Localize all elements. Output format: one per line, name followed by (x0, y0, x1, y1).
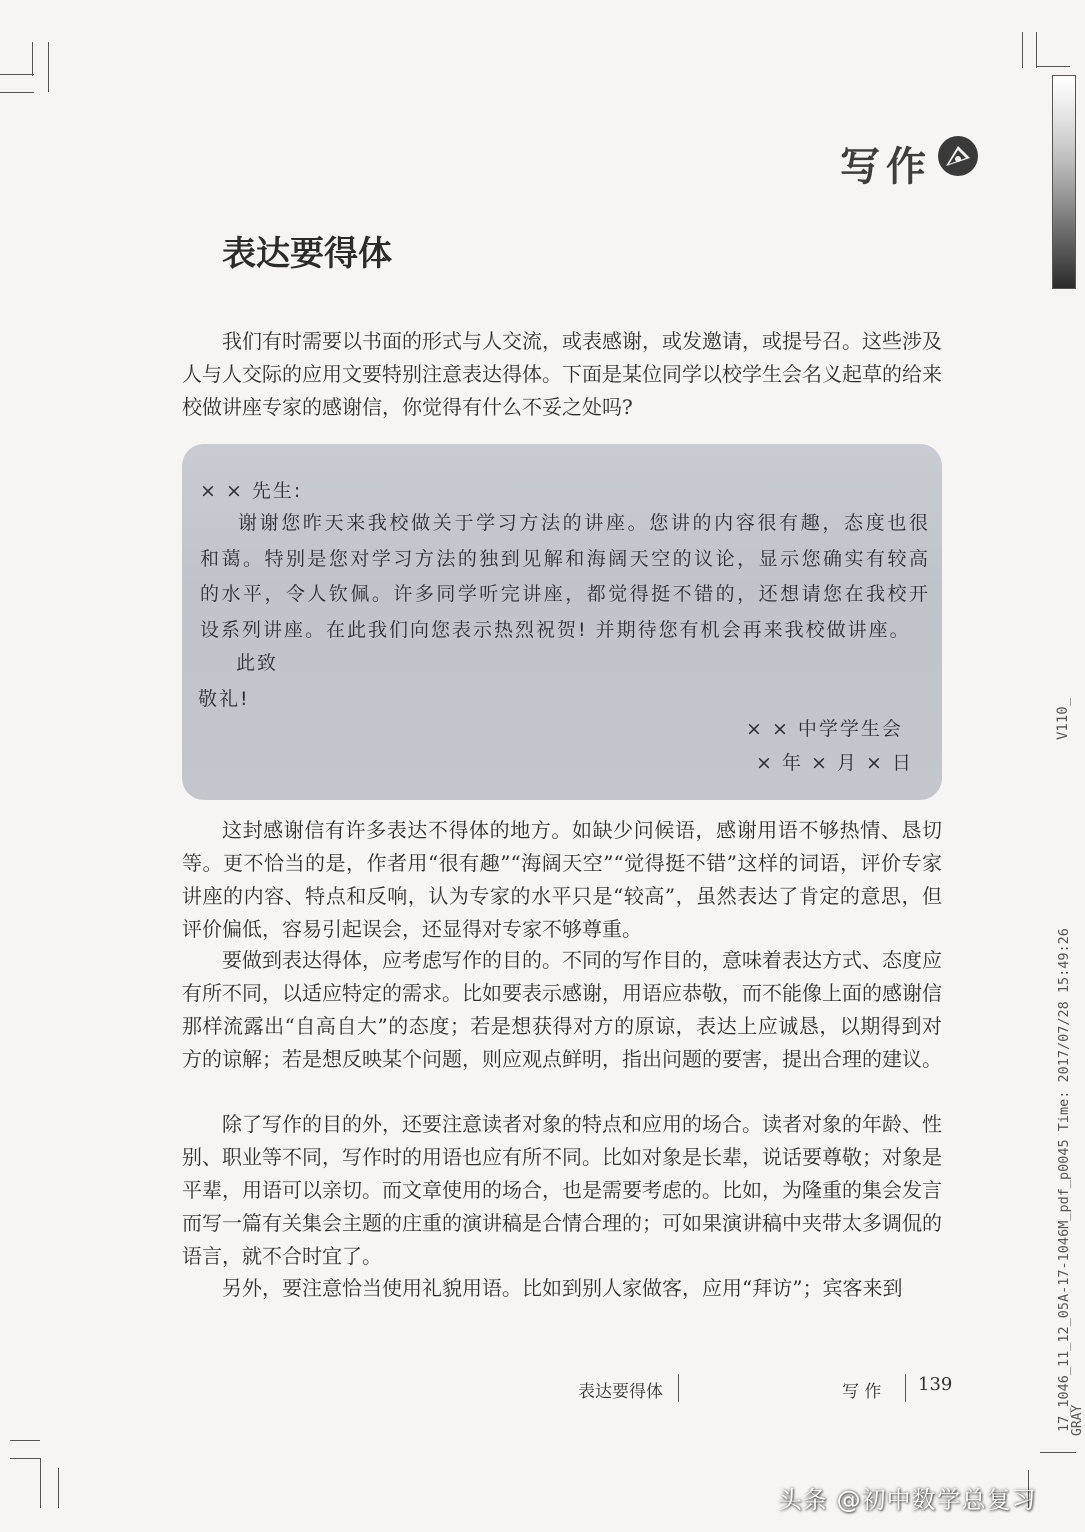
crop-mark (1040, 1452, 1076, 1453)
footer-divider (678, 1374, 679, 1402)
crop-mark (1022, 32, 1023, 68)
letter-date: × 年 × 月 × 日 (756, 752, 913, 774)
body-paragraph: 这封感谢信有许多表达不得体的地方。如缺少问候语，感谢用语不够热情、恳切等。更不恰当的是，作者用“很有趣”“海阔天空”“觉得挺不错”这样的词语，评价专家讲座的内容、特点和反响，认为专家的水平只是“较高”，虽然表达了肯定的意思，但评价偏低，容易引起误会，还显得对专家不够尊重。 (182, 818, 942, 941)
body-paragraph: 另外，要注意恰当使用礼貌用语。比如到别人家做客，应用“拜访”；宾客来到 (222, 1276, 903, 1300)
letter-closing-1: 此致 (236, 652, 279, 674)
crop-mark (1036, 66, 1070, 67)
crop-mark (0, 92, 34, 93)
watermark: 头条 @初中数学总复习 (778, 1486, 1037, 1514)
body-paragraph: 要做到表达得体，应考虑写作的目的。不同的写作目的，意味着表达方式、态度应有所不同，以适应特定的需求。比如要表示感谢，用语应恭敬，而不能像上面的感谢信那样流露出“自高自大”的态度；若是想获得对方的原谅，表达上应诚恳，以期得到对方的谅解；若是想反映某个问题，则应观点鲜明，指出问题的要害，提出合理的建议。 (182, 948, 942, 1071)
color-mode-mark: GRAY (1070, 1404, 1085, 1436)
footer-lesson: 表达要得体 (578, 1382, 663, 1402)
pen-nib-icon (936, 134, 980, 178)
crop-mark (1036, 32, 1037, 68)
crop-mark (40, 1458, 41, 1508)
lesson-title: 表达要得体 (222, 234, 392, 274)
crop-mark (32, 42, 33, 76)
version-mark: V110_ (1055, 697, 1071, 740)
intro-paragraph: 我们有时需要以书面的形式与人交流，或表感谢，或发邀请，或提号召。这些涉及人与人交际的应用文要特别注意表达得体。下面是某位同学以校学生会名义起草的给来校做讲座专家的感谢信，你觉得有什么不妥之处吗? (182, 329, 942, 419)
crop-mark (58, 1468, 59, 1508)
letter-salutation: × × 先生: (200, 480, 303, 502)
crop-mark (0, 74, 34, 75)
print-job-info: 17_1046_11_12_05A-17-1046M_pdf_p0045 Time: 2017/07/28 15:49:26 (1056, 928, 1072, 1432)
crop-mark (10, 1440, 40, 1441)
footer-divider (905, 1374, 906, 1402)
grayscale-calibration-strip (1052, 75, 1076, 289)
letter-closing-2: 敬礼! (198, 688, 250, 710)
page-number: 139 (918, 1374, 953, 1395)
crop-mark (10, 1458, 40, 1459)
body-paragraph: 除了写作的目的外，还要注意读者对象的特点和应用的场合。读者对象的年龄、性别、职业等不同，写作时的用语也应有所不同。比如对象是长辈，说话要尊敬；对象是平辈，用语可以亲切。而文章使用的场合，也是需要考虑的。比如，为隆重的集会发言而写一篇有关集会主题的庄重的演讲稿是合情合理的；可如果演讲稿中夹带太多调侃的语言，就不合时宜了。 (182, 1112, 942, 1268)
crop-mark (48, 42, 49, 92)
footer-chapter: 写 作 (842, 1382, 882, 1402)
letter-body: 谢谢您昨天来我校做关于学习方法的讲座。您讲的内容很有趣，态度也很和蔼。特别是您对学习方法的独到见解和海阔天空的议论，显示您确实有较高的水平，令人钦佩。许多同学听完讲座，都觉得挺不错的，还想请您在我校开设系列讲座。在此我们向您表示热烈祝贺! 并期待您有机会再来我校做讲座。 (200, 512, 930, 641)
letter-signature: × × 中学学生会 (746, 718, 903, 740)
chapter-title: 写作 (840, 143, 932, 190)
